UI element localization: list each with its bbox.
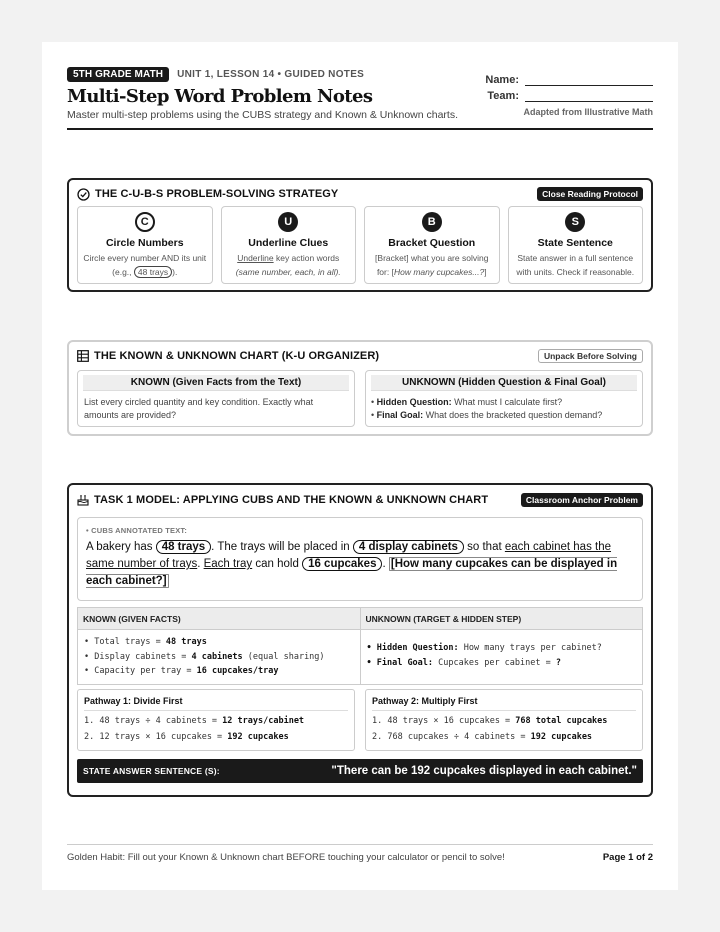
step-expr: 2. 768 cupcakes ÷ 4 cabinets = bbox=[372, 732, 531, 742]
cubs-title-wrap bbox=[77, 188, 338, 201]
team-label: Team: bbox=[487, 90, 519, 102]
text-run: . bbox=[382, 558, 389, 570]
pathway-title: Pathway 1: Divide First bbox=[84, 696, 348, 711]
unknown-value: ? bbox=[555, 657, 561, 668]
header-meta bbox=[67, 67, 364, 82]
name-field[interactable] bbox=[525, 74, 653, 86]
check-circle-icon bbox=[77, 188, 90, 201]
known-heading: KNOWN (Given Facts from the Text) bbox=[83, 375, 349, 391]
card-title: State Sentence bbox=[537, 237, 613, 249]
text-run: . The trays will be placed in bbox=[211, 541, 353, 553]
card-desc-line: State answer in a full sentence bbox=[517, 253, 634, 263]
cubs-card-u bbox=[221, 206, 357, 284]
circled-number: 16 cupcakes bbox=[302, 557, 382, 571]
adapted-note: Adapted from Illustrative Math bbox=[523, 107, 653, 117]
text-run: . bbox=[197, 558, 204, 570]
team-field[interactable] bbox=[525, 90, 653, 102]
list-item bbox=[367, 656, 637, 671]
list-item: • Hidden Question: What must I calculate first? bbox=[371, 397, 563, 407]
fact-value: 16 cupcakes/tray bbox=[196, 666, 279, 676]
step-result: 192 cupcakes bbox=[227, 732, 289, 742]
step-expr: 2. 12 trays × 16 cupcakes = bbox=[84, 732, 228, 742]
unknown-label: • Final Goal: bbox=[366, 657, 434, 668]
fact-label: • Display cabinets = bbox=[84, 651, 192, 662]
card-title: Bracket Question bbox=[388, 237, 476, 249]
text-run: so that bbox=[463, 541, 505, 553]
cubs-card-c bbox=[77, 206, 213, 284]
known-column bbox=[77, 370, 355, 427]
cubs-section bbox=[67, 178, 653, 292]
card-desc-part: for: [ bbox=[376, 267, 394, 277]
worksheet-page bbox=[42, 42, 678, 890]
task-section bbox=[67, 483, 653, 797]
footer-tip: Golden Habit: Fill out your Known & Unknown chart BEFORE touching your calculator or pencil to solve! bbox=[67, 852, 505, 863]
annotated-problem bbox=[86, 539, 634, 590]
ku-tag: Unpack Before Solving bbox=[538, 349, 643, 363]
unknown-heading: UNKNOWN (Hidden Question & Final Goal) bbox=[371, 375, 637, 391]
header-divider bbox=[67, 128, 653, 130]
unknown-column bbox=[365, 370, 643, 427]
name-row bbox=[483, 70, 653, 86]
answer-sentence: "There can be 192 cupcakes displayed in each cabinet." bbox=[331, 765, 637, 777]
example-oval: 48 trays bbox=[134, 266, 172, 278]
cubs-title: THE C-U-B-S PROBLEM-SOLVING STRATEGY bbox=[95, 188, 339, 200]
list-item bbox=[84, 664, 354, 679]
unknown-list bbox=[371, 396, 637, 421]
pathway-step bbox=[372, 713, 636, 729]
known-col-header: KNOWN (GIVEN FACTS) bbox=[83, 613, 181, 624]
item-label: Hidden Question: bbox=[376, 397, 452, 407]
table-icon bbox=[77, 350, 89, 362]
unknown-label: • Hidden Question: bbox=[366, 643, 459, 653]
task-tag: Classroom Anchor Problem bbox=[521, 493, 643, 507]
circled-number: 4 display cabinets bbox=[353, 540, 464, 554]
card-desc-line: (same number, each, in all). bbox=[235, 267, 341, 277]
underlined-clue: each cabinet has the same number of trays bbox=[86, 541, 612, 570]
fact-label: • Capacity per tray = bbox=[84, 666, 197, 676]
step-result: 12 trays/cabinet bbox=[222, 716, 305, 726]
solution-pathways bbox=[77, 689, 643, 751]
unknown-cell bbox=[360, 630, 643, 684]
text-run: can hold bbox=[252, 558, 303, 570]
card-desc-part: ] bbox=[484, 267, 487, 277]
known-cell bbox=[78, 630, 360, 684]
fact-note: (equal sharing) bbox=[242, 651, 325, 662]
ku-filled-chart bbox=[77, 607, 643, 685]
letter-c-badge: C bbox=[135, 212, 155, 232]
item-text: What does the bracketed question demand? bbox=[423, 409, 603, 420]
letter-u-badge: U bbox=[278, 212, 298, 232]
cubs-card-b bbox=[364, 206, 500, 284]
card-desc-part: ). bbox=[172, 267, 178, 277]
chart-header-row bbox=[78, 608, 642, 630]
underlined-clue: Each tray bbox=[203, 558, 253, 570]
unknown-col-header: UNKNOWN (TARGET & HIDDEN STEP) bbox=[360, 608, 643, 630]
step-expr: 1. 48 trays × 16 cupcakes = bbox=[372, 716, 516, 726]
page-number: Page 1 of 2 bbox=[602, 852, 653, 863]
item-text: What must I calculate first? bbox=[451, 397, 563, 407]
pathway-2 bbox=[365, 689, 643, 751]
page-subtitle: Master multi-step problems using the CUBS strategy and Known & Unknown charts. bbox=[67, 109, 459, 121]
cubs-card-s bbox=[508, 206, 644, 284]
answer-label: STATE ANSWER SENTENCE (S): bbox=[83, 766, 220, 776]
pathway-1 bbox=[77, 689, 355, 751]
card-desc bbox=[509, 251, 643, 279]
text-run: A bakery has bbox=[86, 541, 156, 553]
card-desc-part: key action words bbox=[273, 253, 340, 263]
annotated-text-box bbox=[77, 517, 643, 601]
list-item bbox=[84, 650, 354, 665]
known-text: List every circled quantity and key condition. Exactly what amounts are provided? bbox=[84, 397, 314, 420]
card-desc-part: (e.g., bbox=[112, 267, 134, 277]
fact-label: • Total trays = bbox=[84, 637, 166, 647]
unit-label: UNIT 1, LESSON 14 • GUIDED NOTES bbox=[177, 69, 365, 80]
cubs-header bbox=[69, 180, 651, 202]
underline-example: Underline bbox=[237, 253, 274, 263]
ku-columns bbox=[77, 370, 643, 427]
ku-title-wrap bbox=[77, 350, 379, 362]
task-title-wrap bbox=[77, 494, 488, 506]
card-title: Underline Clues bbox=[248, 237, 329, 249]
circled-number: 48 trays bbox=[156, 540, 211, 554]
cubs-tag: Close Reading Protocol bbox=[537, 187, 643, 201]
step-expr: 1. 48 trays ÷ 4 cabinets = bbox=[84, 716, 223, 726]
letter-s-badge: S bbox=[565, 212, 585, 232]
ku-header bbox=[69, 342, 651, 364]
team-row bbox=[483, 86, 653, 102]
pathway-step bbox=[372, 729, 636, 745]
list-item: • Final Goal: What does the bracketed question demand? bbox=[371, 409, 603, 420]
name-team-box bbox=[483, 70, 653, 102]
pathway-step bbox=[84, 729, 348, 745]
ku-title: THE KNOWN & UNKNOWN CHART (K-U ORGANIZER) bbox=[94, 350, 380, 362]
footer-divider bbox=[67, 844, 653, 845]
letter-b-badge: B bbox=[422, 212, 442, 232]
chart-body-row bbox=[78, 630, 642, 684]
card-desc-line: Circle every number AND its unit bbox=[83, 253, 207, 263]
cake-icon bbox=[77, 494, 89, 506]
list-item bbox=[84, 635, 354, 650]
fact-value: 4 cabinets bbox=[191, 651, 243, 662]
ku-section bbox=[67, 340, 653, 436]
card-title: Circle Numbers bbox=[105, 237, 184, 249]
pathway-step bbox=[84, 713, 348, 729]
card-desc bbox=[365, 251, 499, 279]
step-result: 192 cupcakes bbox=[530, 732, 593, 742]
card-desc-line: [Bracket] what you are solving bbox=[375, 253, 489, 263]
bracketed-question: [How many cupcakes can be displayed in each cabinet?] bbox=[86, 558, 618, 587]
unknown-text: Cupcakes per cabinet = bbox=[433, 657, 556, 668]
card-desc-line: with units. Check if reasonable. bbox=[516, 267, 635, 277]
list-item bbox=[367, 641, 637, 656]
unknown-text: How many trays per cabinet? bbox=[458, 643, 602, 653]
card-desc bbox=[78, 251, 212, 279]
task-header bbox=[69, 485, 651, 507]
card-desc bbox=[222, 251, 356, 279]
fact-value: 48 trays bbox=[165, 637, 207, 647]
name-label: Name: bbox=[485, 74, 519, 86]
card-desc-em: How many cupcakes...? bbox=[393, 267, 485, 277]
cubs-cards bbox=[77, 206, 643, 284]
task-title: TASK 1 MODEL: APPLYING CUBS AND THE KNOWN & UNKNOWN CHART bbox=[94, 494, 489, 506]
pathway-title: Pathway 2: Multiply First bbox=[372, 696, 636, 711]
item-label: Final Goal: bbox=[376, 409, 424, 420]
step-result: 768 total cupcakes bbox=[515, 716, 608, 726]
annotated-label: • CUBS ANNOTATED TEXT: bbox=[86, 526, 188, 535]
answer-sentence-bar bbox=[77, 759, 643, 783]
page-title: Multi-Step Word Problem Notes bbox=[67, 86, 373, 107]
grade-badge: 5TH GRADE MATH bbox=[67, 67, 169, 82]
